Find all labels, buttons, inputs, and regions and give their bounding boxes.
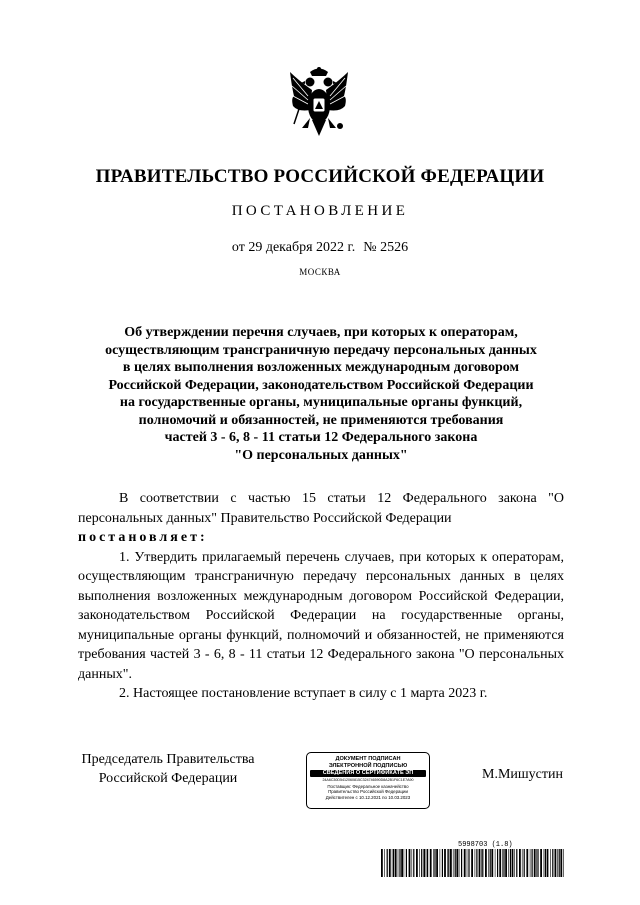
subject-line: полномочий и обязанностей, не применяются требования <box>138 412 504 428</box>
signatory-name: М.Мишустин <box>482 767 563 782</box>
resolves-word: постановляет: <box>78 530 208 545</box>
stamp-title-line2: ЭЛЕКТРОННОЙ ПОДПИСЬЮ <box>328 762 408 769</box>
preamble-paragraph: В соответствии с частью 15 статьи 12 Федерального закона "О персональных данных" Правительство Российской Федерации <box>78 491 564 526</box>
stamp-certificate-bar: СВЕДЕНИЯ О СЕРТИФИКАТЕ ЭП <box>310 770 426 777</box>
coat-of-arms-icon <box>288 66 350 144</box>
item-2-paragraph: 2. Настоящее постановление вступает в силу с 1 марта 2023 г. <box>119 686 488 701</box>
item-1-paragraph: 1. Утвердить прилагаемый перечень случаев, при которых к операторам, осуществляющим трансграничную передачу персональных данных в целях выполнения возложенных международным договором Российской Федерации, законодательством Российской Федерации на государственные органы, муниципальные органы функций, полномочий и обязанностей, не применяются требования частей 3 - 6, 8 - 11 статьи 12 Федерального закона "О персональных данных". <box>78 549 564 682</box>
decree-subject <box>78 324 564 464</box>
subject-line: Российской Федерации, законодательством Российской Федерации <box>108 377 534 393</box>
electronic-signature-stamp <box>306 752 430 809</box>
stamp-certificate-id: 24A6C30D5412060815C324746590D8A2B1F6C1E7A90 <box>322 778 414 782</box>
decree-city: МОСКВА <box>299 267 341 277</box>
decree-date: от 29 декабря 2022 г. <box>231 240 356 255</box>
position-line: Председатель Правительства <box>81 752 255 767</box>
government-title: ПРАВИТЕЛЬСТВО РОССИЙСКОЙ ФЕДЕРАЦИИ <box>95 166 545 187</box>
subject-line: осуществляющим трансграничную передачу персональных данных <box>105 342 537 358</box>
subject-line: на государственные органы, муниципальные органы функций, <box>119 395 523 410</box>
subject-line: Об утверждении перечня случаев, при которых к операторам, <box>124 325 518 340</box>
decree-date-line <box>0 240 640 256</box>
stamp-validity: Действителен с 10.12.2021 по 10.03.2023 <box>325 794 411 800</box>
position-line: Российской Федерации <box>98 771 238 786</box>
barcode-number: 5998703 (1.8) <box>458 841 513 849</box>
stamp-issuer: Поставщик: Федеральное казначейство <box>327 783 409 789</box>
stamp-title-line1: ДОКУМЕНТ ПОДПИСАН <box>335 756 401 762</box>
decree-body <box>78 489 564 704</box>
signatory-position <box>78 750 258 788</box>
subject-line: "О персональных данных" <box>234 447 408 463</box>
subject-line: частей 3 - 6, 8 - 11 статьи 12 Федерального закона <box>164 430 478 445</box>
stamp-owner: Правительство Российской Федерации <box>328 789 408 794</box>
document-kind: ПОСТАНОВЛЕНИЕ <box>231 203 409 219</box>
resolves-line <box>78 528 564 548</box>
decree-number: № 2526 <box>363 240 409 255</box>
barcode-icon <box>381 849 564 877</box>
subject-line: в целях выполнения возложенных международным договором <box>122 360 520 375</box>
